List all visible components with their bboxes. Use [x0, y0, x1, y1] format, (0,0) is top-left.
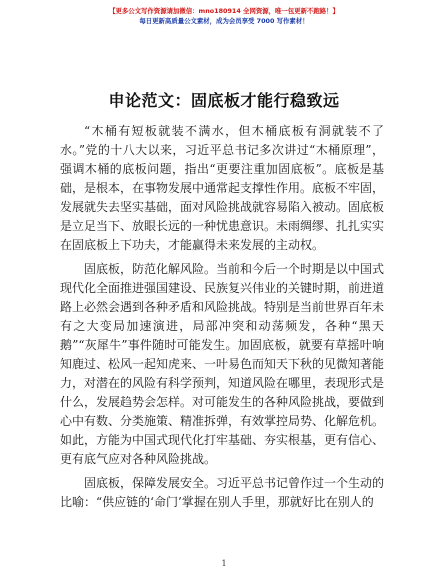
page-number: 1 [221, 559, 227, 568]
promo-banner-line-2: 每日更新高质量公文素材，成为会员享受 7000 写作素材！ [139, 17, 309, 25]
document-title: 申论范文：固底板才能行稳致远 [108, 91, 340, 110]
body-paragraph: 固底板，保障发展安全。习近平总书记曾作过一个生动的比喻：“供应链的‘命门’掌握在别人手里，那就好比在别人的 [60, 476, 385, 509]
promo-banner-line-1: 【更多公文写作资源请加微信：mno180914 全网资源，唯一包更新不跑路！】 [109, 7, 339, 15]
promo-banner [0, 6, 448, 26]
body-paragraph: “木桶有短板就装不满水，但木桶底板有洞就装不了水。”党的十八大以来，习近平总书记多次讲过“木桶原理”，强调木桶的底板问题，指出“更要注重加固底板”。底板是基础，是根本，在事物发展中通常起支撑性作用。底板不牢固，发展就失去坚实基础，面对风险挑战就容易陷入被动。固底板是立足当下、放眼长远的一种忧患意识。未雨绸缪、扎扎实实在固底板上下功夫，才能赢得未来发展的主动权。 [60, 124, 385, 252]
body-paragraph: 固底板，防范化解风险。当前和今后一个时期是以中国式现代化全面推进强国建设、民族复兴伟业的关键时期，前进道路上必然会遇到各种矛盾和风险挑战。特别是当前世界百年未有之大变局加速演进，局部冲突和动荡频发，各种“黑天鹅”“灰犀牛”事件随时可能发生。加固底板，就要有草摇叶响知鹿过、松风一起知虎来、一叶易色而知天下秋的见微知著能力，对潜在的风险有科学预判，知道风险在哪里，表现形式是什么，发展趋势会怎样。对可能发生的各种风险挑战，要做到心中有数、分类施策、精准拆弹，有效掌控局势、化解危机。如此，方能为中国式现代化打牢基础、夯实根基，更有信心、更有底气应对各种风险挑战。 [60, 262, 385, 466]
document-body [60, 122, 384, 517]
